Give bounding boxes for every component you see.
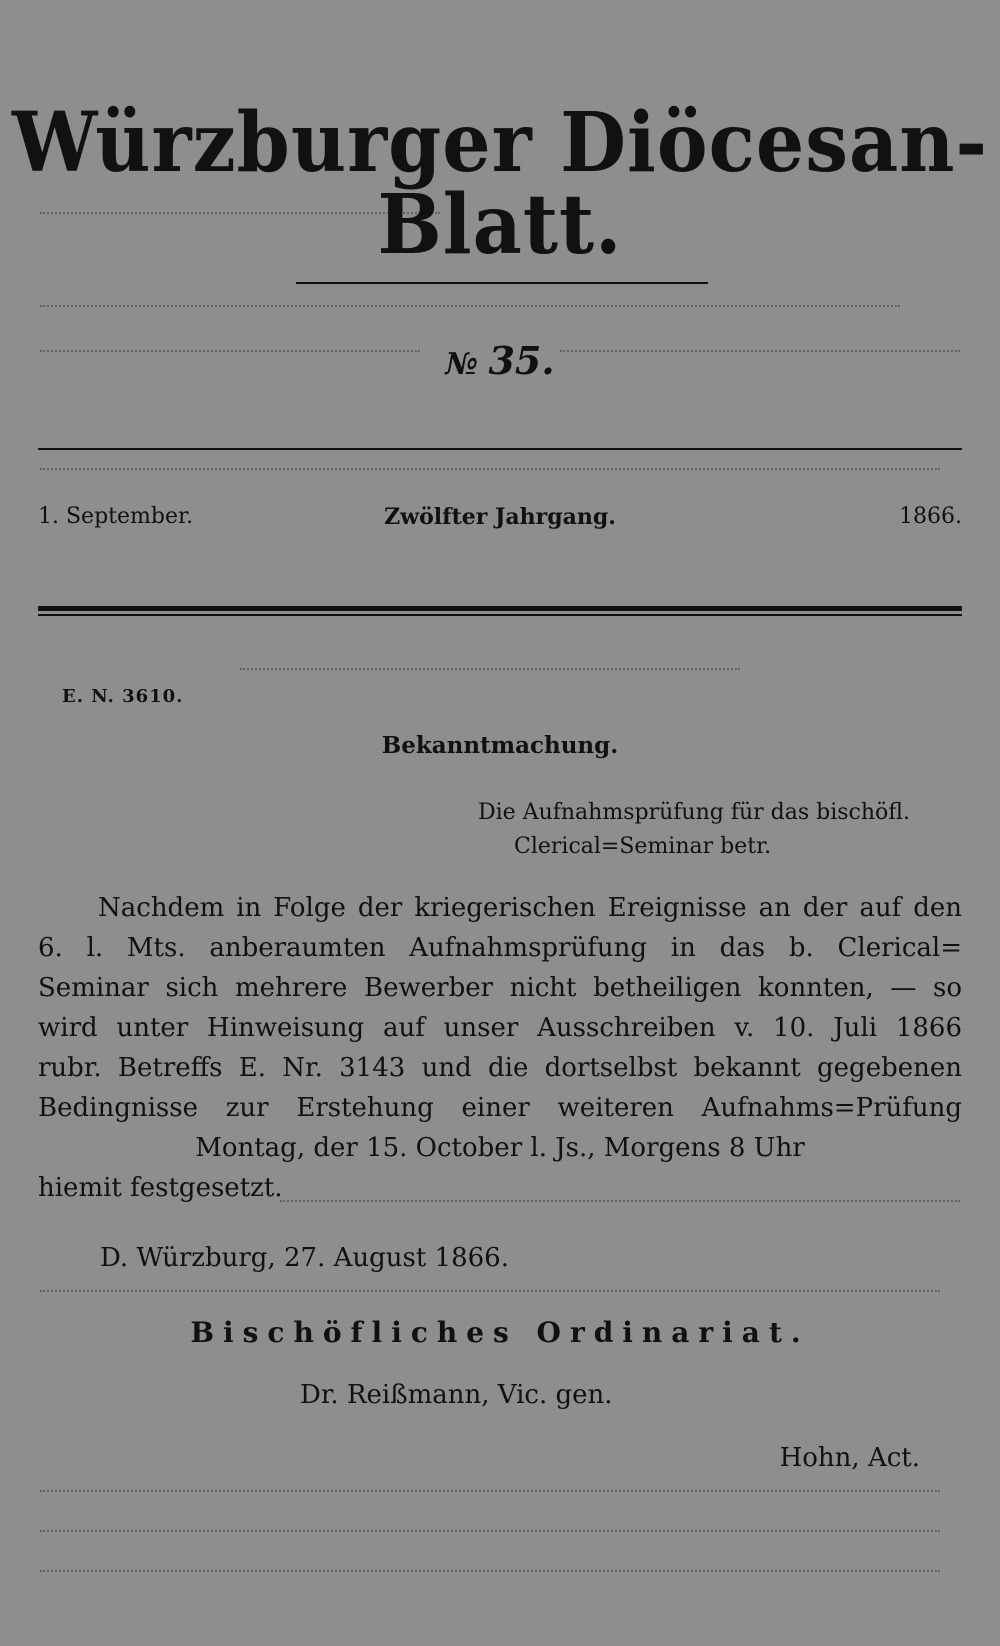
body-line: hiemit festgesetzt. <box>38 1173 283 1203</box>
notice-body <box>38 888 962 1208</box>
issue-year: 1866. <box>899 504 962 529</box>
bleed-through-mark <box>560 350 960 353</box>
subject-line: Clerical=Seminar betr. <box>514 834 772 859</box>
body-line: wird unter Hinweisung auf unser Ausschreiben v. 10. Juli 1866 <box>38 1013 962 1043</box>
issue-number-value: 35. <box>488 338 555 383</box>
bleed-through-mark <box>40 468 940 471</box>
double-rule-thick <box>38 606 962 611</box>
document-reference: E. N. 3610. <box>62 686 184 707</box>
place-date: D. Würzburg, 27. August 1866. <box>100 1243 509 1273</box>
body-line: Seminar sich mehrere Bewerber nicht betheiligen konnten, — so <box>38 973 962 1003</box>
masthead-title: Würzburger Diöcesan-Blatt. <box>11 94 989 273</box>
signatory-secondary: Hohn, Act. <box>779 1443 920 1473</box>
bleed-through-mark <box>240 668 740 671</box>
body-line: 6. l. Mts. anberaumten Aufnahmsprüfung in das b. Clerical= <box>38 933 962 963</box>
double-rule-thin <box>38 614 962 616</box>
bleed-through-mark <box>40 305 900 308</box>
bleed-through-mark <box>280 1200 960 1203</box>
bleed-through-mark <box>40 1290 940 1293</box>
issuing-authority: Bischöfliches Ordinariat. <box>190 1316 810 1349</box>
bleed-through-mark <box>40 212 440 215</box>
body-line: Bedingnisse zur Erstehung einer weiteren Aufnahms=Prüfung <box>38 1093 962 1123</box>
issue-prefix: № <box>445 347 479 382</box>
issue-number <box>0 338 1000 383</box>
issue-volume: Zwölfter Jahrgang. <box>384 504 616 530</box>
body-line: rubr. Betreffs E. Nr. 3143 und die dortselbst bekannt gegebenen <box>38 1053 962 1083</box>
signatory-primary: Dr. Reißmann, Vic. gen. <box>300 1380 613 1410</box>
bleed-through-mark <box>40 1570 940 1573</box>
notice-subject <box>478 796 968 864</box>
issue-date: 1. September. <box>38 504 194 529</box>
body-line-date: Montag, der 15. October l. Js., Morgens 8 Uhr <box>195 1133 805 1163</box>
title-rule <box>296 282 708 284</box>
subject-line: Die Aufnahmsprüfung für das bischöfl. <box>478 800 910 825</box>
header-rule <box>38 448 962 450</box>
bleed-through-mark <box>40 1530 940 1533</box>
bleed-through-mark <box>40 350 420 353</box>
body-line: Nachdem in Folge der kriegerischen Ereignisse an der auf den <box>98 893 962 923</box>
notice-heading: Bekanntmachung. <box>381 732 619 759</box>
bleed-through-mark <box>40 1490 940 1493</box>
